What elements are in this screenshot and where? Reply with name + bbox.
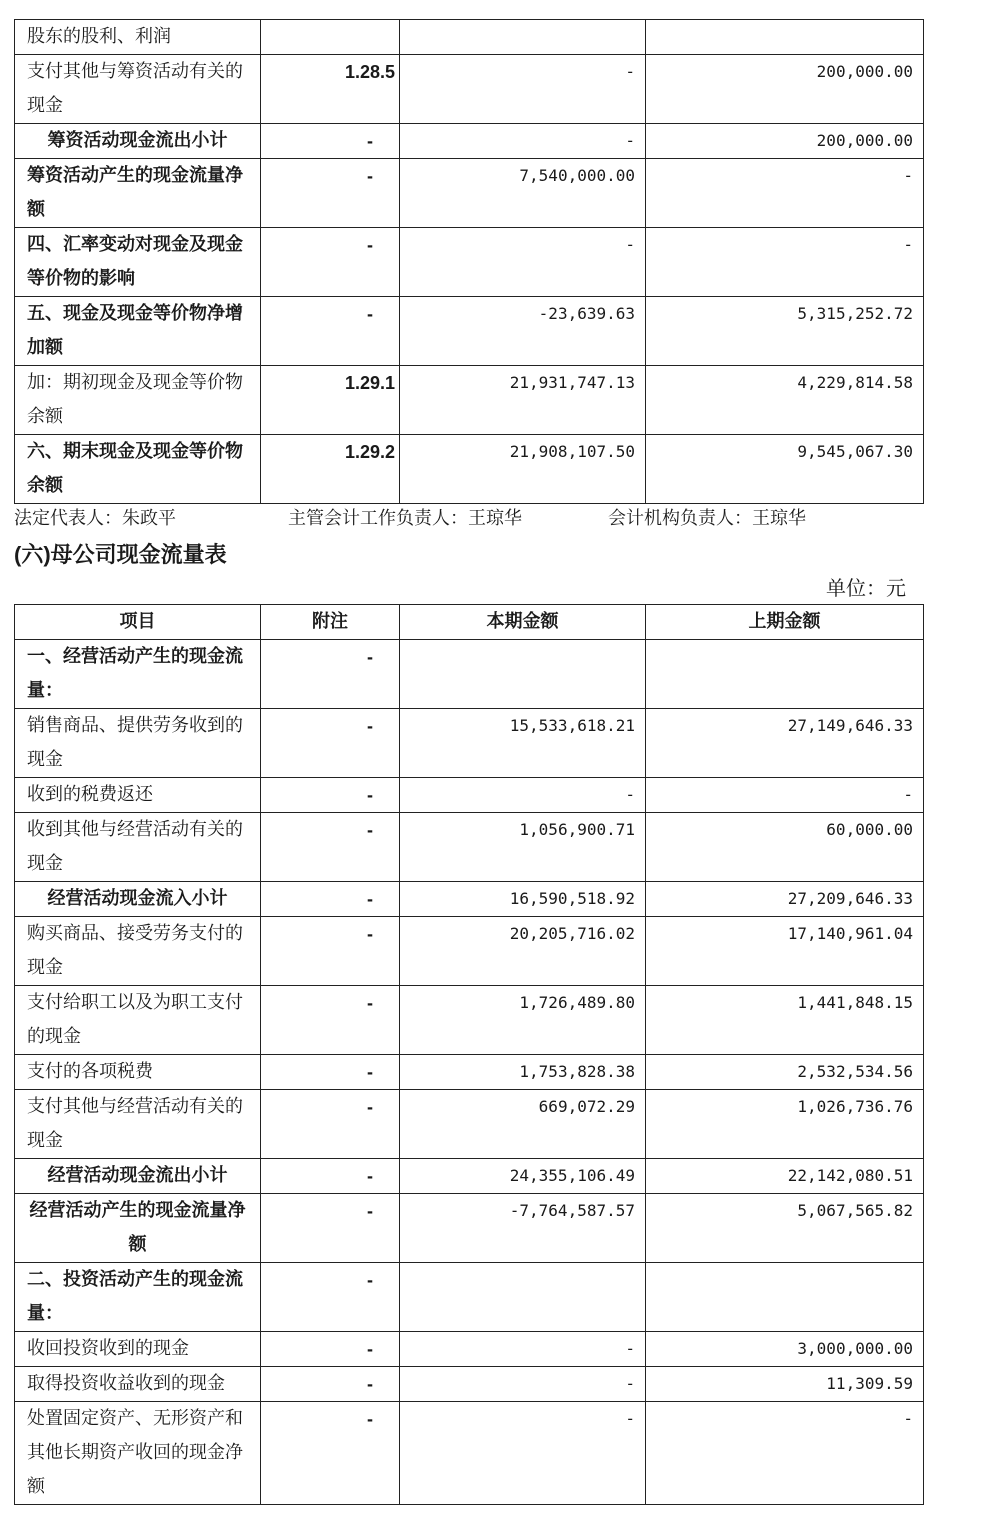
table-row — [15, 882, 924, 917]
row-note: - — [261, 986, 400, 1055]
row-item: 销售商品、提供劳务收到的现金 — [15, 709, 261, 778]
row-note: - — [261, 159, 400, 228]
row-item: 经营活动现金流入小计 — [15, 882, 261, 917]
table-row — [15, 1402, 924, 1505]
row-current-amount: -23,639.63 — [400, 297, 646, 366]
financing-table-continued — [14, 19, 924, 504]
row-item: 经营活动现金流出小计 — [15, 1159, 261, 1194]
row-current-amount: 20,205,716.02 — [400, 917, 646, 986]
row-current-amount: 21,931,747.13 — [400, 366, 646, 435]
row-item: 六、期末现金及现金等价物余额 — [15, 435, 261, 504]
row-item: 取得投资收益收到的现金 — [15, 1367, 261, 1402]
table-header-row — [15, 605, 924, 640]
table-row — [15, 1055, 924, 1090]
table-row — [15, 778, 924, 813]
row-prior-amount: - — [646, 778, 924, 813]
row-prior-amount: 60,000.00 — [646, 813, 924, 882]
header-current: 本期金额 — [400, 605, 646, 640]
header-note: 附注 — [261, 605, 400, 640]
row-item: 二、投资活动产生的现金流量： — [15, 1263, 261, 1332]
table-row — [15, 1194, 924, 1263]
row-prior-amount: 27,149,646.33 — [646, 709, 924, 778]
row-prior-amount — [646, 1263, 924, 1332]
table-row — [15, 917, 924, 986]
table-row — [15, 124, 924, 159]
row-prior-amount: 1,441,848.15 — [646, 986, 924, 1055]
row-current-amount: - — [400, 228, 646, 297]
section-title: (六)母公司现金流量表 — [14, 542, 227, 567]
row-prior-amount: - — [646, 228, 924, 297]
financing-table-body — [15, 20, 924, 504]
row-note: - — [261, 297, 400, 366]
row-note: - — [261, 124, 400, 159]
table-row — [15, 986, 924, 1055]
row-current-amount: - — [400, 778, 646, 813]
unit-label: 单位：元 — [826, 576, 906, 600]
row-current-amount: 1,726,489.80 — [400, 986, 646, 1055]
legal-rep-signature: 法定代表人：朱政平 — [14, 508, 176, 529]
row-prior-amount: 200,000.00 — [646, 124, 924, 159]
table-row — [15, 1332, 924, 1367]
row-current-amount: 16,590,518.92 — [400, 882, 646, 917]
row-prior-amount: 11,309.59 — [646, 1367, 924, 1402]
row-note: 1.29.1 — [261, 366, 400, 435]
row-prior-amount — [646, 640, 924, 709]
row-prior-amount: 4,229,814.58 — [646, 366, 924, 435]
table-row — [15, 1367, 924, 1402]
row-prior-amount: 3,000,000.00 — [646, 1332, 924, 1367]
table-row — [15, 813, 924, 882]
row-current-amount — [400, 1263, 646, 1332]
row-item: 股东的股利、利润 — [15, 20, 261, 55]
row-current-amount: 24,355,106.49 — [400, 1159, 646, 1194]
table-row — [15, 159, 924, 228]
row-current-amount: - — [400, 1367, 646, 1402]
row-item: 处置固定资产、无形资产和其他长期资产收回的现金净额 — [15, 1402, 261, 1505]
header-prior: 上期金额 — [646, 605, 924, 640]
row-prior-amount: 9,545,067.30 — [646, 435, 924, 504]
row-note: - — [261, 1159, 400, 1194]
row-note: - — [261, 882, 400, 917]
table-row — [15, 709, 924, 778]
table-row — [15, 1159, 924, 1194]
row-prior-amount: 2,532,534.56 — [646, 1055, 924, 1090]
row-item: 五、现金及现金等价物净增加额 — [15, 297, 261, 366]
row-prior-amount — [646, 20, 924, 55]
header-item: 项目 — [15, 605, 261, 640]
row-item: 一、经营活动产生的现金流量： — [15, 640, 261, 709]
row-note: - — [261, 1090, 400, 1159]
row-note: - — [261, 1332, 400, 1367]
row-item: 筹资活动产生的现金流量净额 — [15, 159, 261, 228]
row-note: - — [261, 1367, 400, 1402]
row-note: - — [261, 1402, 400, 1505]
row-item: 经营活动产生的现金流量净额 — [15, 1194, 261, 1263]
row-note: - — [261, 1263, 400, 1332]
row-current-amount: - — [400, 55, 646, 124]
row-current-amount: - — [400, 124, 646, 159]
row-prior-amount: 17,140,961.04 — [646, 917, 924, 986]
table-row — [15, 640, 924, 709]
row-note: - — [261, 917, 400, 986]
row-current-amount: 1,056,900.71 — [400, 813, 646, 882]
table-row — [15, 55, 924, 124]
row-item: 收回投资收到的现金 — [15, 1332, 261, 1367]
row-item: 支付其他与经营活动有关的现金 — [15, 1090, 261, 1159]
row-note: - — [261, 1055, 400, 1090]
row-prior-amount: - — [646, 1402, 924, 1505]
row-current-amount — [400, 20, 646, 55]
row-item: 筹资活动现金流出小计 — [15, 124, 261, 159]
table-row — [15, 435, 924, 504]
row-current-amount: - — [400, 1332, 646, 1367]
accounting-head-signature: 主管会计工作负责人：王琼华 — [288, 508, 522, 529]
row-note: 1.29.2 — [261, 435, 400, 504]
table-row — [15, 366, 924, 435]
row-item: 四、汇率变动对现金及现金等价物的影响 — [15, 228, 261, 297]
row-note: - — [261, 709, 400, 778]
row-note: 1.28.5 — [261, 55, 400, 124]
row-prior-amount: 1,026,736.76 — [646, 1090, 924, 1159]
row-item: 加：期初现金及现金等价物余额 — [15, 366, 261, 435]
row-note: - — [261, 813, 400, 882]
row-prior-amount: - — [646, 159, 924, 228]
row-note — [261, 20, 400, 55]
row-current-amount: 1,753,828.38 — [400, 1055, 646, 1090]
row-note: - — [261, 640, 400, 709]
row-item: 支付其他与筹资活动有关的现金 — [15, 55, 261, 124]
row-current-amount — [400, 640, 646, 709]
row-item: 收到的税费返还 — [15, 778, 261, 813]
row-note: - — [261, 1194, 400, 1263]
table-row — [15, 228, 924, 297]
table-row — [15, 20, 924, 55]
row-note: - — [261, 228, 400, 297]
parent-cash-flow-table — [14, 604, 924, 1505]
row-item: 支付的各项税费 — [15, 1055, 261, 1090]
table-row — [15, 1090, 924, 1159]
row-current-amount: -7,764,587.57 — [400, 1194, 646, 1263]
table-row — [15, 297, 924, 366]
row-prior-amount: 5,067,565.82 — [646, 1194, 924, 1263]
table-row — [15, 1263, 924, 1332]
parent-cash-flow-body — [15, 640, 924, 1505]
row-prior-amount: 22,142,080.51 — [646, 1159, 924, 1194]
row-item: 收到其他与经营活动有关的现金 — [15, 813, 261, 882]
row-current-amount: - — [400, 1402, 646, 1505]
accounting-org-head-signature: 会计机构负责人：王琼华 — [608, 508, 806, 529]
row-current-amount: 21,908,107.50 — [400, 435, 646, 504]
row-item: 购买商品、接受劳务支付的现金 — [15, 917, 261, 986]
row-current-amount: 669,072.29 — [400, 1090, 646, 1159]
row-prior-amount: 200,000.00 — [646, 55, 924, 124]
row-item: 支付给职工以及为职工支付的现金 — [15, 986, 261, 1055]
row-prior-amount: 5,315,252.72 — [646, 297, 924, 366]
row-note: - — [261, 778, 400, 813]
row-current-amount: 7,540,000.00 — [400, 159, 646, 228]
row-prior-amount: 27,209,646.33 — [646, 882, 924, 917]
row-current-amount: 15,533,618.21 — [400, 709, 646, 778]
